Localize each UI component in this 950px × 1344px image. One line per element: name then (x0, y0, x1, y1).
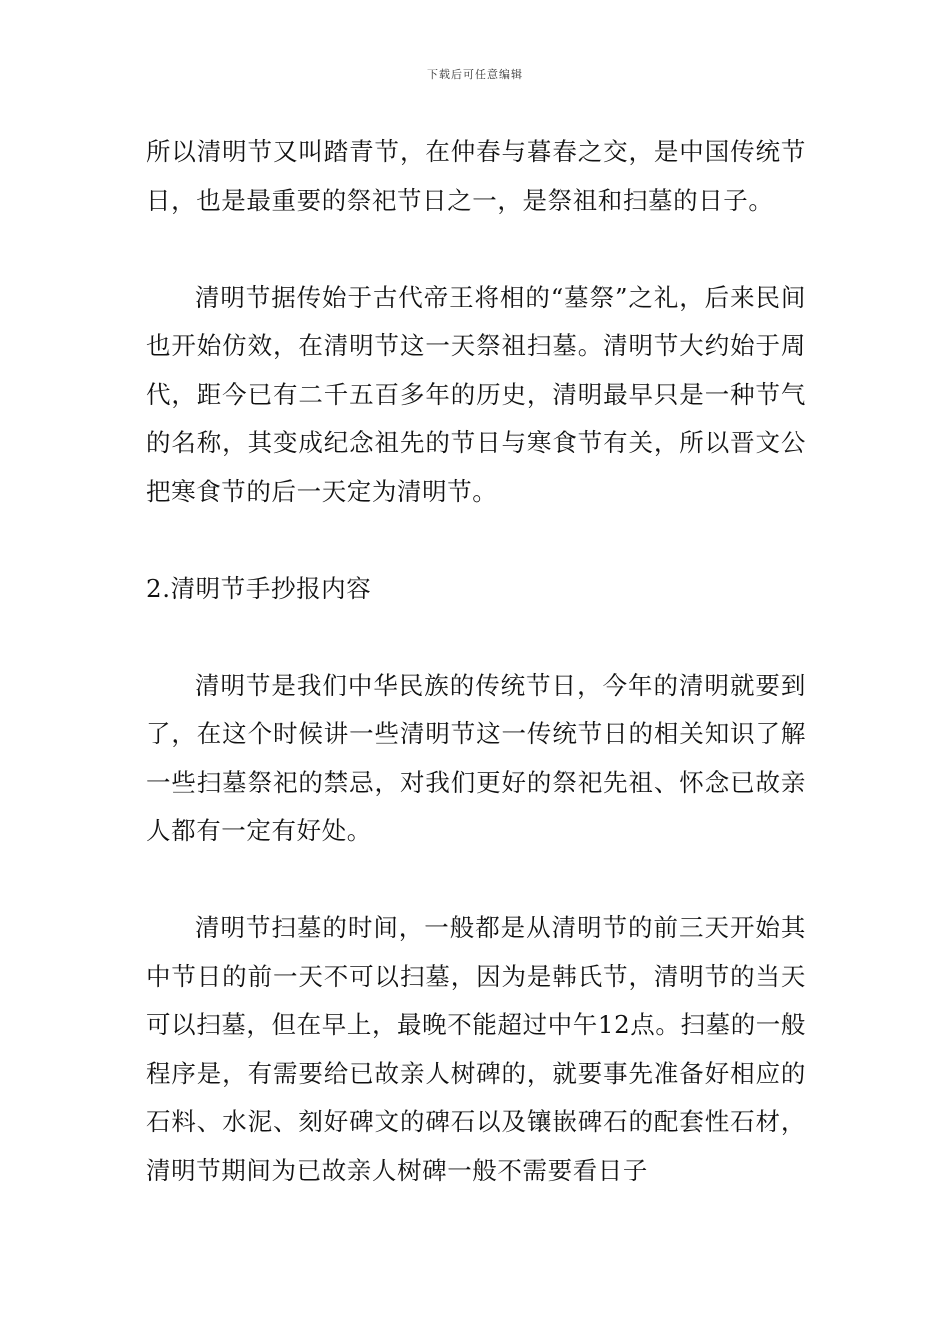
paragraph-spacer (146, 613, 806, 662)
section-heading: 2.清明节手抄报内容 (146, 573, 372, 603)
paragraph-2: 清明节据传始于古代帝王将相的“墓祭”之礼，后来民间也开始仿效，在清明节这一天祭祖扫墓。清明节大约始于周代，距今已有二千五百多年的历史，清明最早只是一种节气的名称，其变成纪念祖先的节日与寒食节有关，所以晋文公把寒食节的后一天定为清明节。 (146, 282, 806, 506)
paragraph-spacer (146, 225, 806, 274)
document-body (146, 128, 806, 1195)
paragraph-4: 清明节扫墓的时间，一般都是从清明节的前三天开始其中节日的前一天不可以扫墓，因为是韩氏节，清明节的当天可以扫墓，但在早上，最晚不能超过中午12点。扫墓的一般程序是，有需要给已故亲人树碑的，就要事先准备好相应的石料、水泥、刻好碑文的碑石以及镶嵌碑石的配套性石材，清明节期间为已故亲人树碑一般不需要看日子 (146, 913, 806, 1185)
header-note: 下载后可任意编辑 (427, 68, 523, 81)
paragraph-1: 所以清明节又叫踏青节，在仲春与暮春之交，是中国传统节日，也是最重要的祭祀节日之一，是祭祖和扫墓的日子。 (146, 137, 806, 215)
paragraph-spacer (146, 856, 806, 905)
paragraph-3: 清明节是我们中华民族的传统节日，今年的清明就要到了，在这个时候讲一些清明节这一传统节日的相关知识了解一些扫墓祭祀的禁忌，对我们更好的祭祀先祖、怀念已故亲人都有一定有好处。 (146, 670, 806, 845)
paragraph-spacer (146, 516, 806, 565)
